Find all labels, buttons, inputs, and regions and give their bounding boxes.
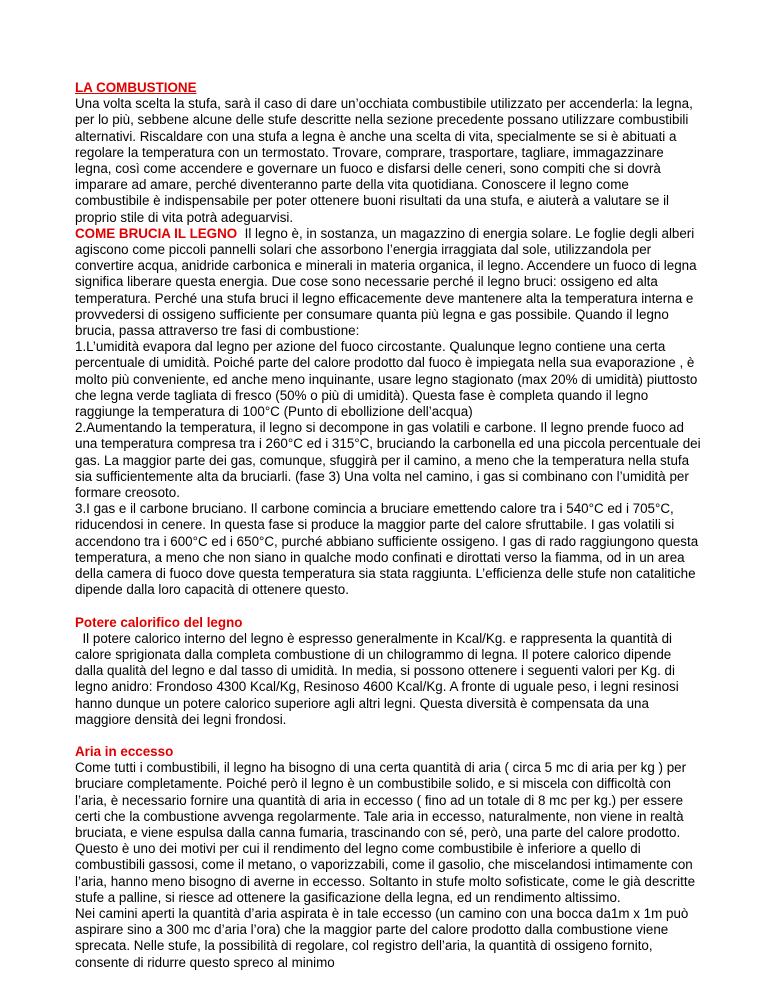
- section-la-combustione: [75, 80, 701, 226]
- combustion-phase-2: 2.Aumentando la temperatura, il legno si decompone in gas volatili e carbone. Il legno prende fuoco ad una temperatura compresa tra i 260°C ed i 315°C, bruciando la carbonella ed una piccola percentuale dei gas. La maggior parte dei gas, comunque, sfuggirà per il camino, a meno che la temperatura nella stufa sia sufficientemente alta da bruciarli. (fase 3) Una volta nel camino, i gas si combinano con l’umidità per formare creosoto.: [75, 420, 701, 501]
- section-body-aria-in-eccesso: Come tutti i combustibili, il legno ha bisogno di una certa quantità di aria ( circa 5 mc di aria per kg ) per bruciare completamente. Poiché però il legno è un combustibile solido, e si miscela con difficoltà con l’aria, è necessario fornire una quantità di aria in eccesso ( fino ad un totale di 8 mc per kg.) per essere certi che la combustione avvenga regolarmente. Tale aria in eccesso, naturalmente, non viene in realtà bruciata, e viene espulsa dalla canna fumaria, trascinando con sé, però, una parte del calore prodotto. Questo è uno dei motivi per cui il rendimento del legno come combustibile è inferiore a quello di combustibili gassosi, come il metano, o vaporizzabili, come il gasolio, che miscelandosi intimamente con l’aria, hanno meno bisogno di averne in eccesso. Soltanto in stufe molto sofisticate, come le già descritte stufe a palline, si riesce ad ottenere la gasificazione della legna, ed un rendimento altissimo.: [75, 760, 696, 905]
- combustion-phase-1: 1.L’umidità evapora dal legno per azione del fuoco circostante. Qualunque legno contiene una certa percentuale di umidità. Poiché parte del calore prodotto dal fuoco è impiegata nella sua evaporazione , è molto più conveniente, ed anche meno inquinante, usare legno stagionato (max 20% di umidità) piuttosto che legna verde tagliata di fresco (50% o più di umidità). Questa fase è completa quando il legno raggiunge la temperatura di 100°C (Punto di ebollizione dell’acqua): [75, 339, 698, 420]
- paragraph-gap: [75, 599, 701, 615]
- paragraph-gap: [75, 728, 701, 744]
- section-come-brucia: [75, 226, 701, 339]
- section-body-aria-camini: Nei camini aperti la quantità d’aria aspirata è in tale eccesso (un camino con una bocca da1m x 1m può aspirare sino a 300 mc d’aria l’ora) che la maggior parte del calore prodotto dalla combustione viene sprecata. Nelle stufe, la possibilità di regolare, col registro dell’aria, la quantità di ossigeno fornito, consente di ridurre questo spreco al minimo: [75, 905, 689, 970]
- section-title-aria-in-eccesso: Aria in eccesso: [75, 743, 174, 759]
- section-title-potere-calorifico: Potere calorifico del legno: [75, 614, 243, 630]
- section-title-come-brucia: COME BRUCIA IL LEGNO: [75, 225, 238, 241]
- section-title-la-combustione: LA COMBUSTIONE: [75, 80, 197, 95]
- document-page: [75, 80, 701, 971]
- section-intro-come-brucia: Il legno è, in sostanza, un magazzino di energia solare. Le foglie degli alberi agiscono come piccoli pannelli solari che assorbono l’energia irraggiata dal sole, utilizzandola per convertire acqua, anidride carbonica e minerali in materia organica, il legno. Accendere un fuoco di legna significa liberare questa energia. Due cose sono necessarie perché il legno bruci: ossigeno ed alta temperatura. Perché una stufa bruci il legno efficacemente deve mantenere alta la temperatura interna e provvedersi di ossigeno sufficiente per consumare quanta più legna e gas possibile. Quando il legno brucia, passa attraverso tre fasi di combustione:: [75, 225, 701, 339]
- section-body-potere-calorifico: Il potere calorico interno del legno è espresso generalmente in Kcal/Kg. e rappresenta la quantità di calore sprigionata dalla completa combustione di un chilogrammo di legna. Il potere calorico dipende dalla qualità del legno e dal tasso di umidità. In media, si possono ottenere i seguenti valori per Kg. di legno anidro: Frondoso 4300 Kcal/Kg, Resinoso 4600 Kcal/Kg. A fronte di uguale peso, i legni resinosi hanno dunque un potere calorico superiore agli altri legni. Questa diversità è compensata da una maggiore densità dei legni frondosi.: [75, 630, 683, 727]
- section-body-la-combustione: Una volta scelta la stufa, sarà il caso di dare un’occhiata combustibile utilizzato per accenderla: la legna, per lo più, sebbene alcune delle stufe descritte nella sezione precedente possano utilizzare combustibili alternativi. Riscaldare con una stufa a legna è anche una scelta di vita, specialmente se si è abituati a regolare la temperatura con un termostato. Trovare, comprare, trasportare, tagliare, immagazzinare legna, così come accendere e governare un fuoco e disfarsi delle ceneri, sono compiti che si dovrà imparare ad amare, perché diventeranno parte della vita quotidiana. Conoscere il legno come combustibile è indispensabile per poter ottenere buoni risultati da una stufa, e aiuterà a valutare se il proprio stile di vita potrà adeguarvisi.: [75, 96, 693, 225]
- combustion-phase-3: 3.I gas e il carbone bruciano. Il carbone comincia a bruciare emettendo calore tra i 540°C ed i 705°C, riducendosi in cenere. In questa fase si produce la maggior parte del calore sfruttabile. I gas volatili si accendono tra i 600°C ed i 650°C, purché abbiano sufficiente ossigeno. I gas di rado raggiungono questa temperatura, a meno che non siano in qualche modo confinati e dirottati verso la fiamma, od in un area della camera di fuoco dove questa temperatura sia stata raggiunta. L’efficienza delle stufe non catalitiche dipende dalla loro capacità di ottenere questo.: [75, 501, 699, 598]
